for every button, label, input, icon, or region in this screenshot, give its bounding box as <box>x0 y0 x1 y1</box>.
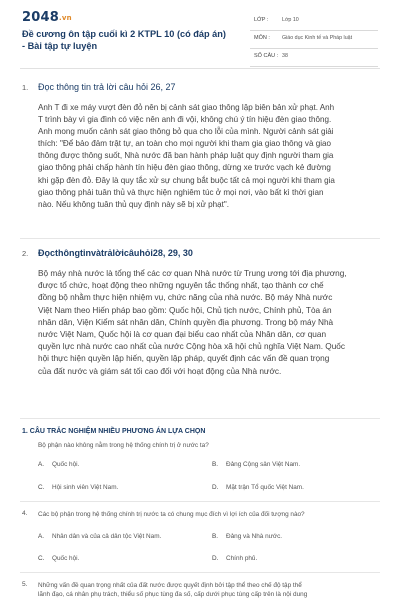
question-number: 1. <box>22 83 29 92</box>
mc-question-text <box>38 581 368 599</box>
meta-row-subject <box>250 32 378 49</box>
passage-line: của đất nước và giám sát tối cao đối với hoạt động của Nhà nước. <box>38 366 282 376</box>
passage-line: Việt Nam theo Hiến pháp bao gồm: Quốc hội, Chủ tịch nước, Chính phủ, Tòa án <box>38 305 332 315</box>
question-2 <box>22 249 380 409</box>
meta-label: LỚP : <box>254 17 269 23</box>
site-logo[interactable]: 2048.vn <box>22 10 72 25</box>
answer-option-a[interactable]: A. Nhân dân và của cả dân tộc Việt Nam. <box>38 533 162 540</box>
passage-line: nào. Nếu không tuân thủ quy định này sẽ bị xử phạt". <box>38 199 229 209</box>
question-1 <box>22 83 380 233</box>
question-line: Những vấn đề quan trọng nhất của đất nước được quyết định bởi tập thể theo chế độ tập thể <box>38 582 302 589</box>
reading-passage <box>38 268 378 378</box>
question-number: 4. <box>22 510 28 517</box>
answer-option-a[interactable]: A. Quốc hội. <box>38 461 80 468</box>
meta-value: Lớp 10 <box>282 17 299 23</box>
passage-line: khi gặp đèn đỏ. Đây là quy tắc xử sự chung bắt buộc tất cả mọi người khi tham gia <box>38 175 335 185</box>
meta-label: MÔN : <box>254 35 270 41</box>
section-heading: 1. CÂU TRẮC NGHIỆM NHIỀU PHƯƠNG ÁN LỰA CHỌN <box>22 428 206 435</box>
answer-option-b[interactable]: B. Đảng Cộng sản Việt Nam. <box>212 461 301 468</box>
passage-line: Bộ máy nhà nước là tổng thể các cơ quan Nhà nước từ Trung ương tới địa phương, <box>38 269 347 278</box>
question-line: lãnh đạo, cá nhân phụ trách, thiểu số phục tùng đa số, cấp dưới phục tùng cấp trên là nội dung <box>38 591 308 598</box>
section-divider <box>20 572 380 573</box>
answer-option-d[interactable]: D. Mặt trận Tổ quốc Việt Nam. <box>212 484 304 491</box>
meta-value: Giáo dục Kinh tế và Pháp luật <box>282 35 353 41</box>
passage-line: giao thông phải chấp hành tín hiệu đèn giao thông, dừng xe trước vạch kẻ đường <box>38 163 331 173</box>
passage-line: Anh T đi xe máy vượt đèn đỏ nên bị cảnh sát giao thông lập biên bản xử phạt. Anh <box>38 103 335 112</box>
passage-line: giao thông phải tuân thủ và thực hiện nghiêm túc ở mọi nơi, vào bất kì thời gian <box>38 187 324 197</box>
section-divider <box>20 501 380 502</box>
passage-line: hội thực hiện quyền lập hiến, quyền lập pháp, quyết định các vấn đề quan trọng <box>38 354 330 364</box>
section-divider <box>20 418 380 419</box>
document-meta <box>250 14 378 68</box>
answer-option-d[interactable]: D. Chính phủ. <box>212 555 258 562</box>
passage-line: quyền lực nhà nước cao nhất của nước Cộng hòa xã hội chủ nghĩa Việt Nam. Quốc <box>38 342 346 352</box>
meta-row-class <box>250 14 378 31</box>
reading-passage <box>38 102 378 211</box>
answer-option-b[interactable]: B. Đảng và Nhà nước. <box>212 533 283 540</box>
answer-option-c[interactable]: C. Hội sinh viên Việt Nam. <box>38 484 119 491</box>
passage-line: Anh mong muốn cảnh sát giao thông bỏ qua cho lỗi của mình. Người cảnh sát giải <box>38 127 334 137</box>
meta-row-question-count <box>250 50 378 67</box>
mc-question-text: Các bộ phận trong hệ thống chính trị nước ta có chung mục đích vì lợi ích của đối tượng nào? <box>38 511 305 518</box>
passage-line: thông được thông suốt, Nhà nước đã ban hành pháp luật quy định người tham gia <box>38 151 334 161</box>
meta-value: 38 <box>282 53 288 59</box>
question-number: 5. <box>22 581 28 588</box>
passage-line: đồng bộ nhằm thực hiện nhiệm vụ, chức năng của nhà nước. Bộ máy Nhà nước <box>38 293 333 303</box>
passage-line: nước Việt Nam, Quốc hội là cơ quan đại biểu cao nhất của Nhân dân, cơ quan <box>38 330 327 340</box>
question-title: Đọcthôngtinvàtrảlờicâuhỏi28, 29, 30 <box>38 248 193 258</box>
answer-option-c[interactable]: C. Quốc hội. <box>38 555 80 562</box>
question-title: Đọc thông tin trả lời câu hỏi 26, 27 <box>38 82 176 92</box>
passage-line: T trình bày vì gia đình có việc nên anh đi vội, không chú ý tín hiệu đèn giao thông. <box>38 115 332 125</box>
document-title: Đề cương ôn tập cuối kì 2 KTPL 10 (có đáp án) - Bài tập tự luyện <box>22 29 226 51</box>
question-number: 2. <box>22 249 29 258</box>
passage-line: được tổ chức, hoạt động theo những nguyên tắc thống nhất, tạo thành cơ chế <box>38 281 324 291</box>
header-divider <box>20 68 380 69</box>
passage-line: thích: "Để bảo đảm trật tự, an toàn cho mọi người khi tham gia giao thông và giao <box>38 139 332 149</box>
mc-question-text: Bộ phận nào không nằm trong hệ thống chính trị ở nước ta? <box>38 442 209 449</box>
passage-line: nhân dân, Viện Kiểm sát nhân dân, Chính quyền địa phương. Trong bộ máy Nhà <box>38 317 334 327</box>
section-divider <box>20 238 380 239</box>
page-header <box>0 0 400 70</box>
meta-label: SỐ CÂU : <box>254 53 279 59</box>
